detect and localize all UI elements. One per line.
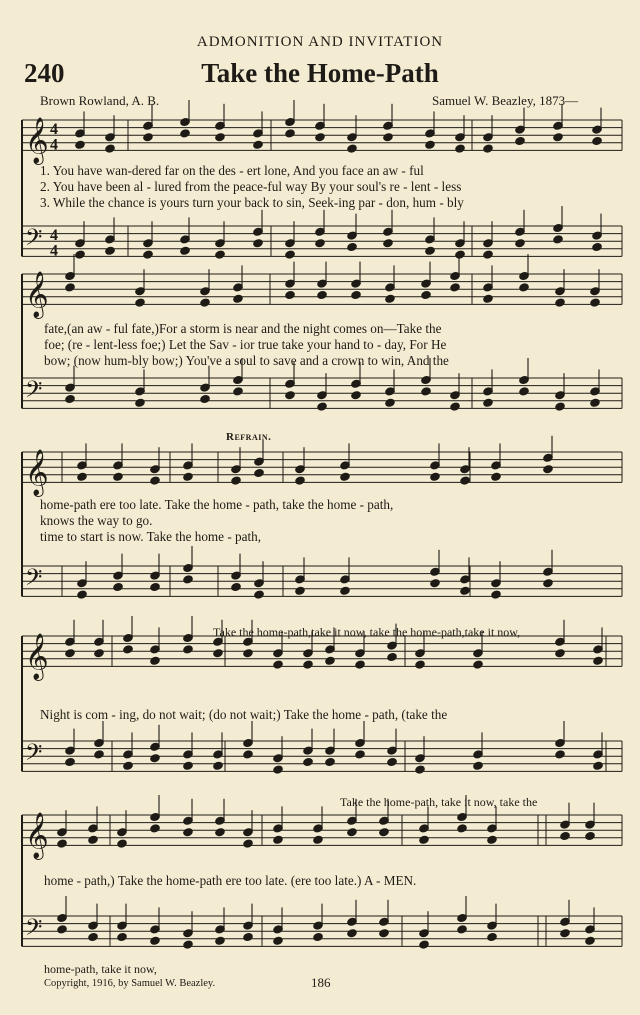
note-head xyxy=(421,387,431,396)
s5-lyrics: home - path,) Take the home-path ere too late. (ere too late.) A - MEN. xyxy=(44,873,417,888)
note-head xyxy=(243,933,253,942)
note-head xyxy=(105,246,115,255)
treble-clef: 𝄞 xyxy=(25,449,49,496)
note-head xyxy=(215,936,225,945)
note-head xyxy=(585,936,595,945)
note-head xyxy=(135,298,145,307)
note-head xyxy=(231,476,241,485)
note-head xyxy=(143,133,153,142)
note-head xyxy=(340,472,350,481)
note-head xyxy=(273,835,283,844)
note-head xyxy=(387,758,397,767)
note-head xyxy=(254,469,264,478)
note-head xyxy=(253,239,263,248)
note-head xyxy=(150,656,160,665)
note-head xyxy=(65,758,75,767)
bass-clef: 𝄢 xyxy=(25,224,43,256)
time-signature: 4 xyxy=(50,121,58,139)
note-head xyxy=(379,929,389,938)
note-head xyxy=(183,828,193,837)
note-head xyxy=(243,750,253,759)
note-head xyxy=(317,291,327,300)
note-head xyxy=(555,649,565,658)
page-number: 186 xyxy=(311,975,331,990)
note-head xyxy=(483,294,493,303)
note-head xyxy=(150,936,160,945)
bass-clef: 𝄢 xyxy=(25,564,43,596)
note-head xyxy=(387,653,397,662)
treble-clef: 𝄞 xyxy=(25,633,49,680)
s3-verse2-lyrics: knows the way to go. xyxy=(40,513,153,528)
note-head xyxy=(150,476,160,485)
note-head xyxy=(113,583,123,592)
note-head xyxy=(351,391,361,400)
note-head xyxy=(593,656,603,665)
section-heading: ADMONITION AND INVITATION xyxy=(196,34,444,50)
note-head xyxy=(183,472,193,481)
s1-verse1-lyrics: 1. You have wan-dered far on the des - ert lone, And you face an aw - ful xyxy=(40,163,424,178)
note-head xyxy=(553,133,563,142)
treble-clef: 𝄞 xyxy=(25,117,49,164)
note-head xyxy=(455,144,465,153)
note-head xyxy=(592,243,602,252)
note-head xyxy=(347,144,357,153)
note-head xyxy=(347,243,357,252)
note-head xyxy=(315,133,325,142)
s2-verse1-lyrics: fate,(an aw - ful fate,)For a storm is near and the night comes on—Take the xyxy=(44,321,442,336)
note-head xyxy=(385,398,395,407)
note-head xyxy=(555,298,565,307)
note-head xyxy=(123,645,133,654)
bass-clef: 𝄢 xyxy=(25,739,43,771)
note-head xyxy=(183,761,193,770)
note-head xyxy=(94,649,104,658)
note-head xyxy=(415,765,425,774)
bass-staff xyxy=(22,566,622,596)
note-head xyxy=(180,246,190,255)
note-head xyxy=(543,465,553,474)
bass-clef: 𝄢 xyxy=(25,914,43,946)
note-head xyxy=(313,933,323,942)
note-head xyxy=(215,133,225,142)
note-head xyxy=(383,239,393,248)
note-head xyxy=(430,579,440,588)
note-head xyxy=(88,933,98,942)
note-head xyxy=(585,832,595,841)
note-head xyxy=(315,239,325,248)
s1-verse3-lyrics: 3. While the chance is yours turn your back to sin, Seek-ing par - don, hum - bly xyxy=(40,195,464,210)
note-head xyxy=(57,925,67,934)
note-head xyxy=(65,649,75,658)
copyright-notice: Copyright, 1916, by Samuel W. Beazley. xyxy=(44,978,216,989)
note-head xyxy=(313,835,323,844)
s3-verse1-lyrics: home-path ere too late. Take the home - path, take the home - path, xyxy=(40,497,394,512)
note-head xyxy=(457,824,467,833)
note-head xyxy=(65,283,75,292)
note-head xyxy=(75,250,85,259)
note-head xyxy=(385,294,395,303)
note-head xyxy=(383,133,393,142)
note-head xyxy=(419,835,429,844)
note-head xyxy=(340,586,350,595)
s3-verse3-lyrics: time to start is now. Take the home - path, xyxy=(40,529,262,544)
refrain-label: Refrain. xyxy=(226,431,272,443)
note-head xyxy=(117,933,127,942)
note-head xyxy=(519,387,529,396)
note-head xyxy=(285,129,295,138)
note-head xyxy=(491,590,501,599)
note-head xyxy=(150,583,160,592)
note-head xyxy=(483,250,493,259)
s1-verse2-lyrics: 2. You have been al - lured from the peace-ful way By your soul's re - lent - less xyxy=(40,179,462,194)
s2-verse2-lyrics: foe; (re - lent-less foe;) Let the Sav - ior true take your hand to - day, For He xyxy=(44,337,447,352)
note-head xyxy=(455,250,465,259)
note-head xyxy=(231,583,241,592)
lyricist-credit: Brown Rowland, A. B. xyxy=(40,93,160,108)
note-head xyxy=(450,283,460,292)
note-head xyxy=(415,660,425,669)
note-head xyxy=(355,660,365,669)
note-head xyxy=(94,750,104,759)
note-head xyxy=(183,575,193,584)
time-signature: 4 xyxy=(50,242,58,260)
note-head xyxy=(487,933,497,942)
note-head xyxy=(317,402,327,411)
note-head xyxy=(555,750,565,759)
s4-lyrics: Night is com - ing, do not wait; (do not wait;) Take the home - path, (take the xyxy=(40,707,448,722)
note-head xyxy=(515,239,525,248)
note-head xyxy=(215,250,225,259)
note-head xyxy=(515,137,525,146)
note-head xyxy=(150,754,160,763)
note-head xyxy=(593,761,603,770)
s4-bass-cue: Take the home-path, take it now, take the xyxy=(340,795,538,809)
note-head xyxy=(150,824,160,833)
note-head xyxy=(295,586,305,595)
note-head xyxy=(560,929,570,938)
note-head xyxy=(483,144,493,153)
note-head xyxy=(213,761,223,770)
treble-staff xyxy=(22,452,622,482)
time-signature: 4 xyxy=(50,227,58,245)
note-head xyxy=(590,298,600,307)
note-head xyxy=(117,839,127,848)
treble-clef: 𝄞 xyxy=(25,812,49,859)
bass-clef: 𝄢 xyxy=(25,376,43,408)
note-head xyxy=(243,649,253,658)
note-head xyxy=(473,761,483,770)
note-head xyxy=(285,391,295,400)
note-head xyxy=(285,250,295,259)
hymn-title: Take the Home-Path xyxy=(201,58,439,88)
note-head xyxy=(560,832,570,841)
note-head xyxy=(200,395,210,404)
note-head xyxy=(77,590,87,599)
note-head xyxy=(303,758,313,767)
composer-credit: Samuel W. Beazley, 1873— xyxy=(432,93,579,108)
note-head xyxy=(325,656,335,665)
note-head xyxy=(254,590,264,599)
note-head xyxy=(180,129,190,138)
note-head xyxy=(233,294,243,303)
note-head xyxy=(460,476,470,485)
note-head xyxy=(65,395,75,404)
note-head xyxy=(273,765,283,774)
s5-bass-cue: home-path, take it now, xyxy=(44,962,157,976)
note-head xyxy=(425,140,435,149)
note-head xyxy=(113,472,123,481)
note-head xyxy=(460,586,470,595)
note-head xyxy=(355,750,365,759)
note-head xyxy=(592,137,602,146)
note-head xyxy=(450,402,460,411)
note-head xyxy=(200,298,210,307)
s3-bass-cue: Take the home-path,take it now, take the home-path,take it now, xyxy=(213,625,521,639)
treble-clef: 𝄞 xyxy=(25,271,49,318)
note-head xyxy=(590,398,600,407)
time-signature: 4 xyxy=(50,136,58,154)
note-head xyxy=(77,472,87,481)
note-head xyxy=(183,940,193,949)
note-head xyxy=(303,660,313,669)
note-head xyxy=(233,387,243,396)
note-head xyxy=(347,828,357,837)
note-head xyxy=(473,660,483,669)
note-head xyxy=(57,839,67,848)
note-head xyxy=(347,929,357,938)
note-head xyxy=(457,925,467,934)
note-head xyxy=(491,472,501,481)
note-head xyxy=(213,649,223,658)
note-head xyxy=(215,828,225,837)
note-head xyxy=(75,140,85,149)
note-head xyxy=(421,291,431,300)
hymn-number: 240 xyxy=(24,58,65,88)
note-head xyxy=(379,828,389,837)
note-head xyxy=(105,144,115,153)
note-head xyxy=(285,291,295,300)
note-head xyxy=(487,835,497,844)
note-head xyxy=(273,936,283,945)
note-head xyxy=(430,472,440,481)
note-head xyxy=(325,758,335,767)
note-head xyxy=(273,660,283,669)
note-head xyxy=(88,835,98,844)
note-head xyxy=(555,402,565,411)
note-head xyxy=(543,579,553,588)
note-head xyxy=(253,140,263,149)
note-head xyxy=(351,291,361,300)
note-head xyxy=(519,283,529,292)
note-head xyxy=(123,761,133,770)
note-head xyxy=(243,839,253,848)
note-head xyxy=(419,940,429,949)
note-head xyxy=(143,250,153,259)
note-head xyxy=(425,246,435,255)
note-head xyxy=(295,476,305,485)
note-head xyxy=(183,645,193,654)
s2-verse3-lyrics: bow; (now hum-bly bow;) You've a soul to save and a crown to win, And the xyxy=(44,353,449,368)
note-head xyxy=(553,235,563,244)
treble-staff xyxy=(22,274,622,304)
note-head xyxy=(135,398,145,407)
note-head xyxy=(483,398,493,407)
